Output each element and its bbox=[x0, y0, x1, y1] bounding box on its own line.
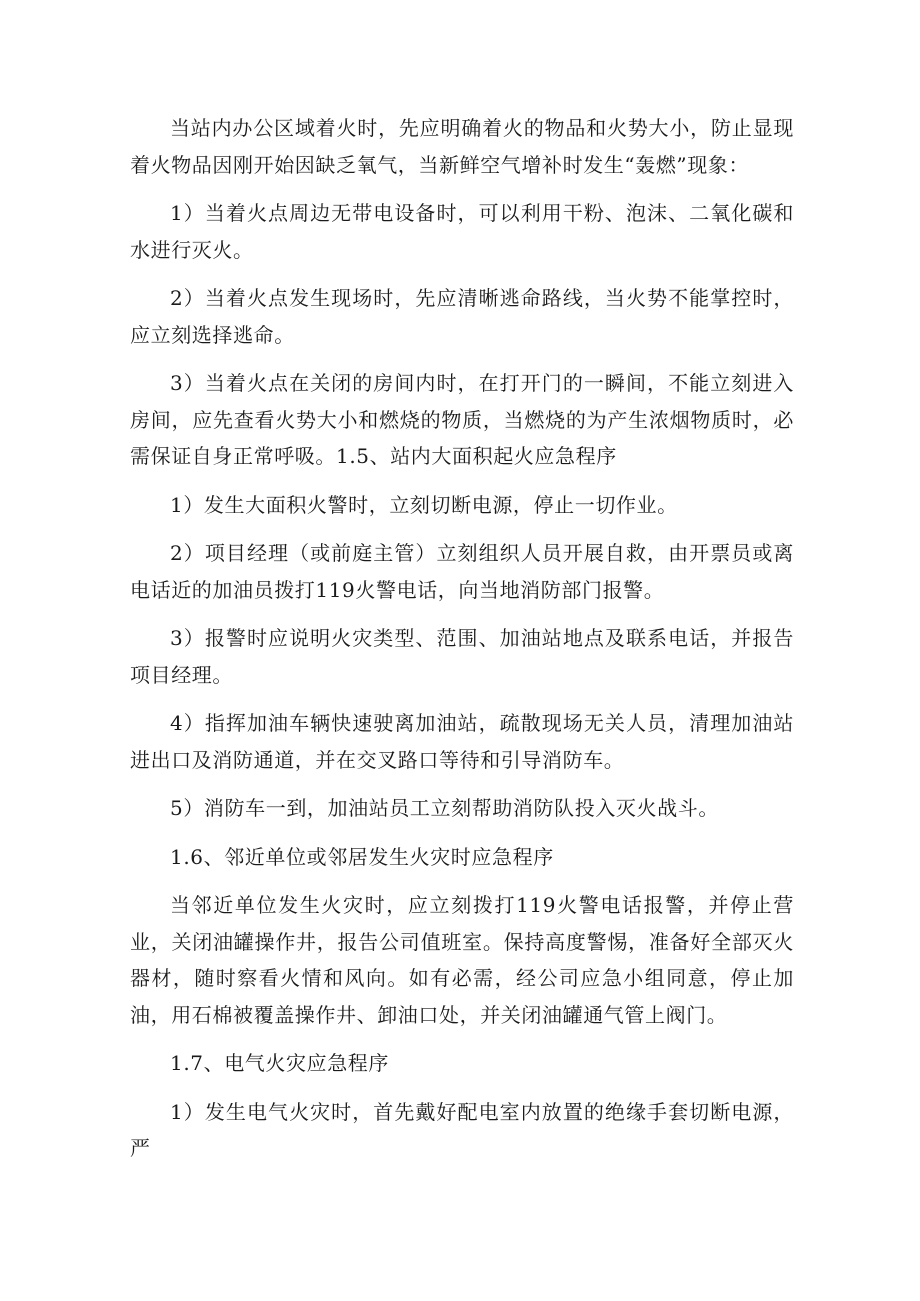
section-heading-1-7: 1.7、电气火灾应急程序 bbox=[170, 1051, 390, 1075]
large-fire-step-2: 2）项目经理（或前庭主管）立刻组织人员开展自救，由开票员或离电话近的加油员拨打119火警电话，向当地消防部门报警。 bbox=[130, 541, 794, 602]
electrical-fire-step-1: 1）发生电气火灾时，首先戴好配电室内放置的绝缘手套切断电源，严 bbox=[130, 1099, 794, 1160]
large-fire-step-1: 1）发生大面积火警时，立刻切断电源，停止一切作业。 bbox=[170, 492, 678, 517]
large-fire-step-4: 4）指挥加油车辆快速驶离加油站，疏散现场无关人员，清理加油站进出口及消防通道，并在交叉路口等待和引导消防车。 bbox=[130, 711, 794, 772]
large-fire-step-5: 5）消防车一到，加油站员工立刻帮助消防队投入灭火战斗。 bbox=[170, 796, 719, 820]
section-heading-1-6: 1.6、邻近单位或邻居发生火灾时应急程序 bbox=[170, 844, 554, 869]
office-fire-step-3: 3）当着火点在关闭的房间内时，在打开门的一瞬间，不能立刻进入房间，应先查看火势大小和燃烧的物质，当燃烧的为产生浓烟物质时，必需保证自身正常呼吸。1.5、站内大面积起火应急程序 bbox=[130, 371, 794, 468]
office-fire-step-1: 1）当着火点周边无带电设备时，可以利用干粉、泡沫、二氧化碳和水进行灭火。 bbox=[130, 201, 794, 262]
office-fire-step-2: 2）当着火点发生现场时，先应清晰逃命路线，当火势不能掌控时，应立刻选择逃命。 bbox=[130, 286, 794, 347]
neighbor-fire-paragraph: 当邻近单位发生火灾时，应立刻拨打119火警电话报警，并停止营业，关闭油罐操作井，报告公司值班室。保持高度警惕，准备好全部灭火器材，随时察看火情和风向。如有必需，经公司应急小组同意，停止加油，用石棉被覆盖操作井、卸油口处，并关闭油罐通气管上阀门。 bbox=[130, 893, 794, 1027]
large-fire-step-3: 3）报警时应说明火灾类型、范围、加油站地点及联系电话，并报告项目经理。 bbox=[130, 626, 794, 687]
intro-paragraph: 当站内办公区域着火时，先应明确着火的物品和火势大小，防止显现着火物品因刚开始因缺乏氧气，当新鲜空气增补时发生“轰燃”现象： bbox=[130, 116, 794, 177]
document-page bbox=[130, 110, 794, 1167]
